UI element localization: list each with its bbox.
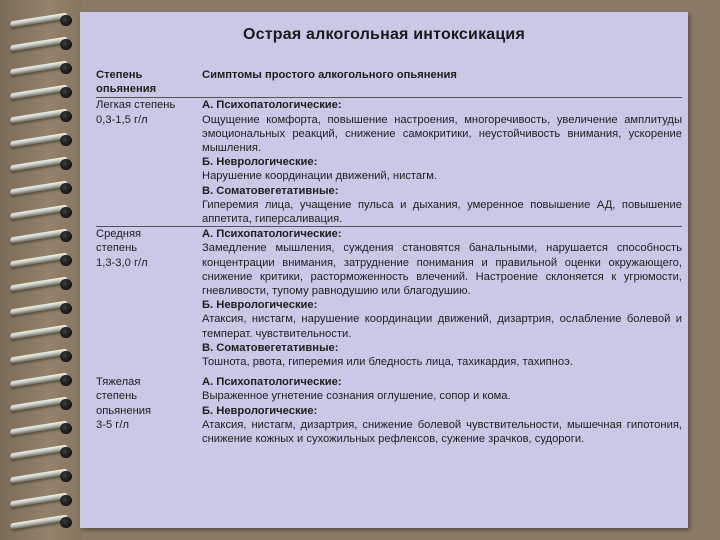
symptoms-cell — [202, 227, 682, 369]
binding-ring-icon — [10, 446, 76, 458]
section-heading: А. Психопатологические: — [202, 228, 342, 241]
degree-line: опьянения — [96, 404, 152, 417]
degree-line: степень — [96, 242, 138, 255]
symptoms-cell — [202, 98, 682, 226]
table-row — [96, 226, 682, 369]
degree-line: Легкая степень — [96, 99, 176, 112]
binding-ring-icon — [10, 326, 76, 338]
degree-line: степень — [96, 390, 138, 403]
binding-ring-icon — [10, 470, 76, 482]
section-text: Ощущение комфорта, повышение настроения, многоречивость, увеличение амплитуды эмоциональных реакций, снижение самокритики, неустойчивость внимания, ускорение мышления. — [202, 113, 682, 155]
degree-cell — [96, 98, 202, 226]
binding-ring-icon — [10, 494, 76, 506]
section-text: Гиперемия лица, учащение пульса и дыхания, умеренное повышение АД, повышение аппетита, гиперсаливация. — [202, 198, 682, 226]
table-row — [96, 375, 682, 446]
binding-ring-icon — [10, 516, 76, 528]
binding-ring-icon — [10, 206, 76, 218]
header-degree: Степень опьянения — [96, 69, 157, 96]
binding-ring-icon — [10, 14, 76, 26]
header-symptoms: Симптомы простого алкогольного опьянения — [202, 69, 457, 81]
table-header-row — [96, 68, 682, 98]
binding-ring-icon — [10, 422, 76, 434]
table-row — [96, 98, 682, 226]
degree-line: 3-5 г/л — [96, 418, 129, 431]
degree-cell — [96, 375, 202, 446]
binding-ring-icon — [10, 86, 76, 98]
degree-line: 1,3-3,0 г/л — [96, 256, 148, 269]
symptoms-table — [96, 68, 682, 446]
section-heading: А. Психопатологические: — [202, 376, 342, 389]
page-title: Острая алкогольная интоксикация — [243, 26, 525, 43]
binding-ring-icon — [10, 134, 76, 146]
section-heading: Б. Неврологические: — [202, 299, 318, 312]
binding-ring-icon — [10, 158, 76, 170]
degree-cell — [96, 227, 202, 369]
binding-ring-icon — [10, 62, 76, 74]
section-text: Тошнота, рвота, гиперемия или бледность лица, тахикардия, тахипноэ. — [202, 356, 573, 369]
binding-ring-icon — [10, 374, 76, 386]
spiral-binding-strip — [0, 0, 82, 540]
section-heading: Б. Неврологические: — [202, 156, 318, 169]
section-text: Атаксия, нистагм, дизартрия, снижение болевой чувствительности, мышечная гипотония, снижение кожных и сухожильных рефлексов, сужение зрачков, судороги. — [202, 418, 682, 446]
section-text: Выраженное угнетение сознания оглушение, сопор и кома. — [202, 390, 511, 403]
degree-line: Средняя — [96, 228, 142, 241]
symptoms-cell — [202, 375, 682, 446]
binding-ring-icon — [10, 254, 76, 266]
degree-line: Тяжелая — [96, 376, 141, 389]
section-text: Замедление мышления, суждения становятся банальными, нарушается способность концентрации внимания, затруднение понимания и правильной оценки окружающего, снижение критики, расторможенность влечений. Настроение склоняется к угрюмости, гневливости, тупому равнодушию или благодушию. — [202, 242, 682, 298]
binding-ring-icon — [10, 230, 76, 242]
section-heading: Б. Неврологические: — [202, 404, 318, 417]
degree-line: 0,3-1,5 г/л — [96, 113, 148, 126]
binding-ring-icon — [10, 38, 76, 50]
binding-ring-icon — [10, 182, 76, 194]
section-heading: В. Соматовегетативные: — [202, 341, 339, 354]
background-margin — [688, 12, 720, 528]
section-text: Атаксия, нистагм, нарушение координации движений, дизартрия, ослабление болевой и температ. чувствительности. — [202, 313, 682, 340]
binding-ring-icon — [10, 110, 76, 122]
binding-ring-icon — [10, 278, 76, 290]
section-heading: В. Соматовегетативные: — [202, 184, 339, 197]
section-text: Нарушение координации движений, нистагм. — [202, 170, 438, 183]
notebook-page — [80, 12, 688, 528]
binding-ring-icon — [10, 398, 76, 410]
section-heading: А. Психопатологические: — [202, 99, 342, 112]
binding-ring-icon — [10, 302, 76, 314]
binding-ring-icon — [10, 350, 76, 362]
